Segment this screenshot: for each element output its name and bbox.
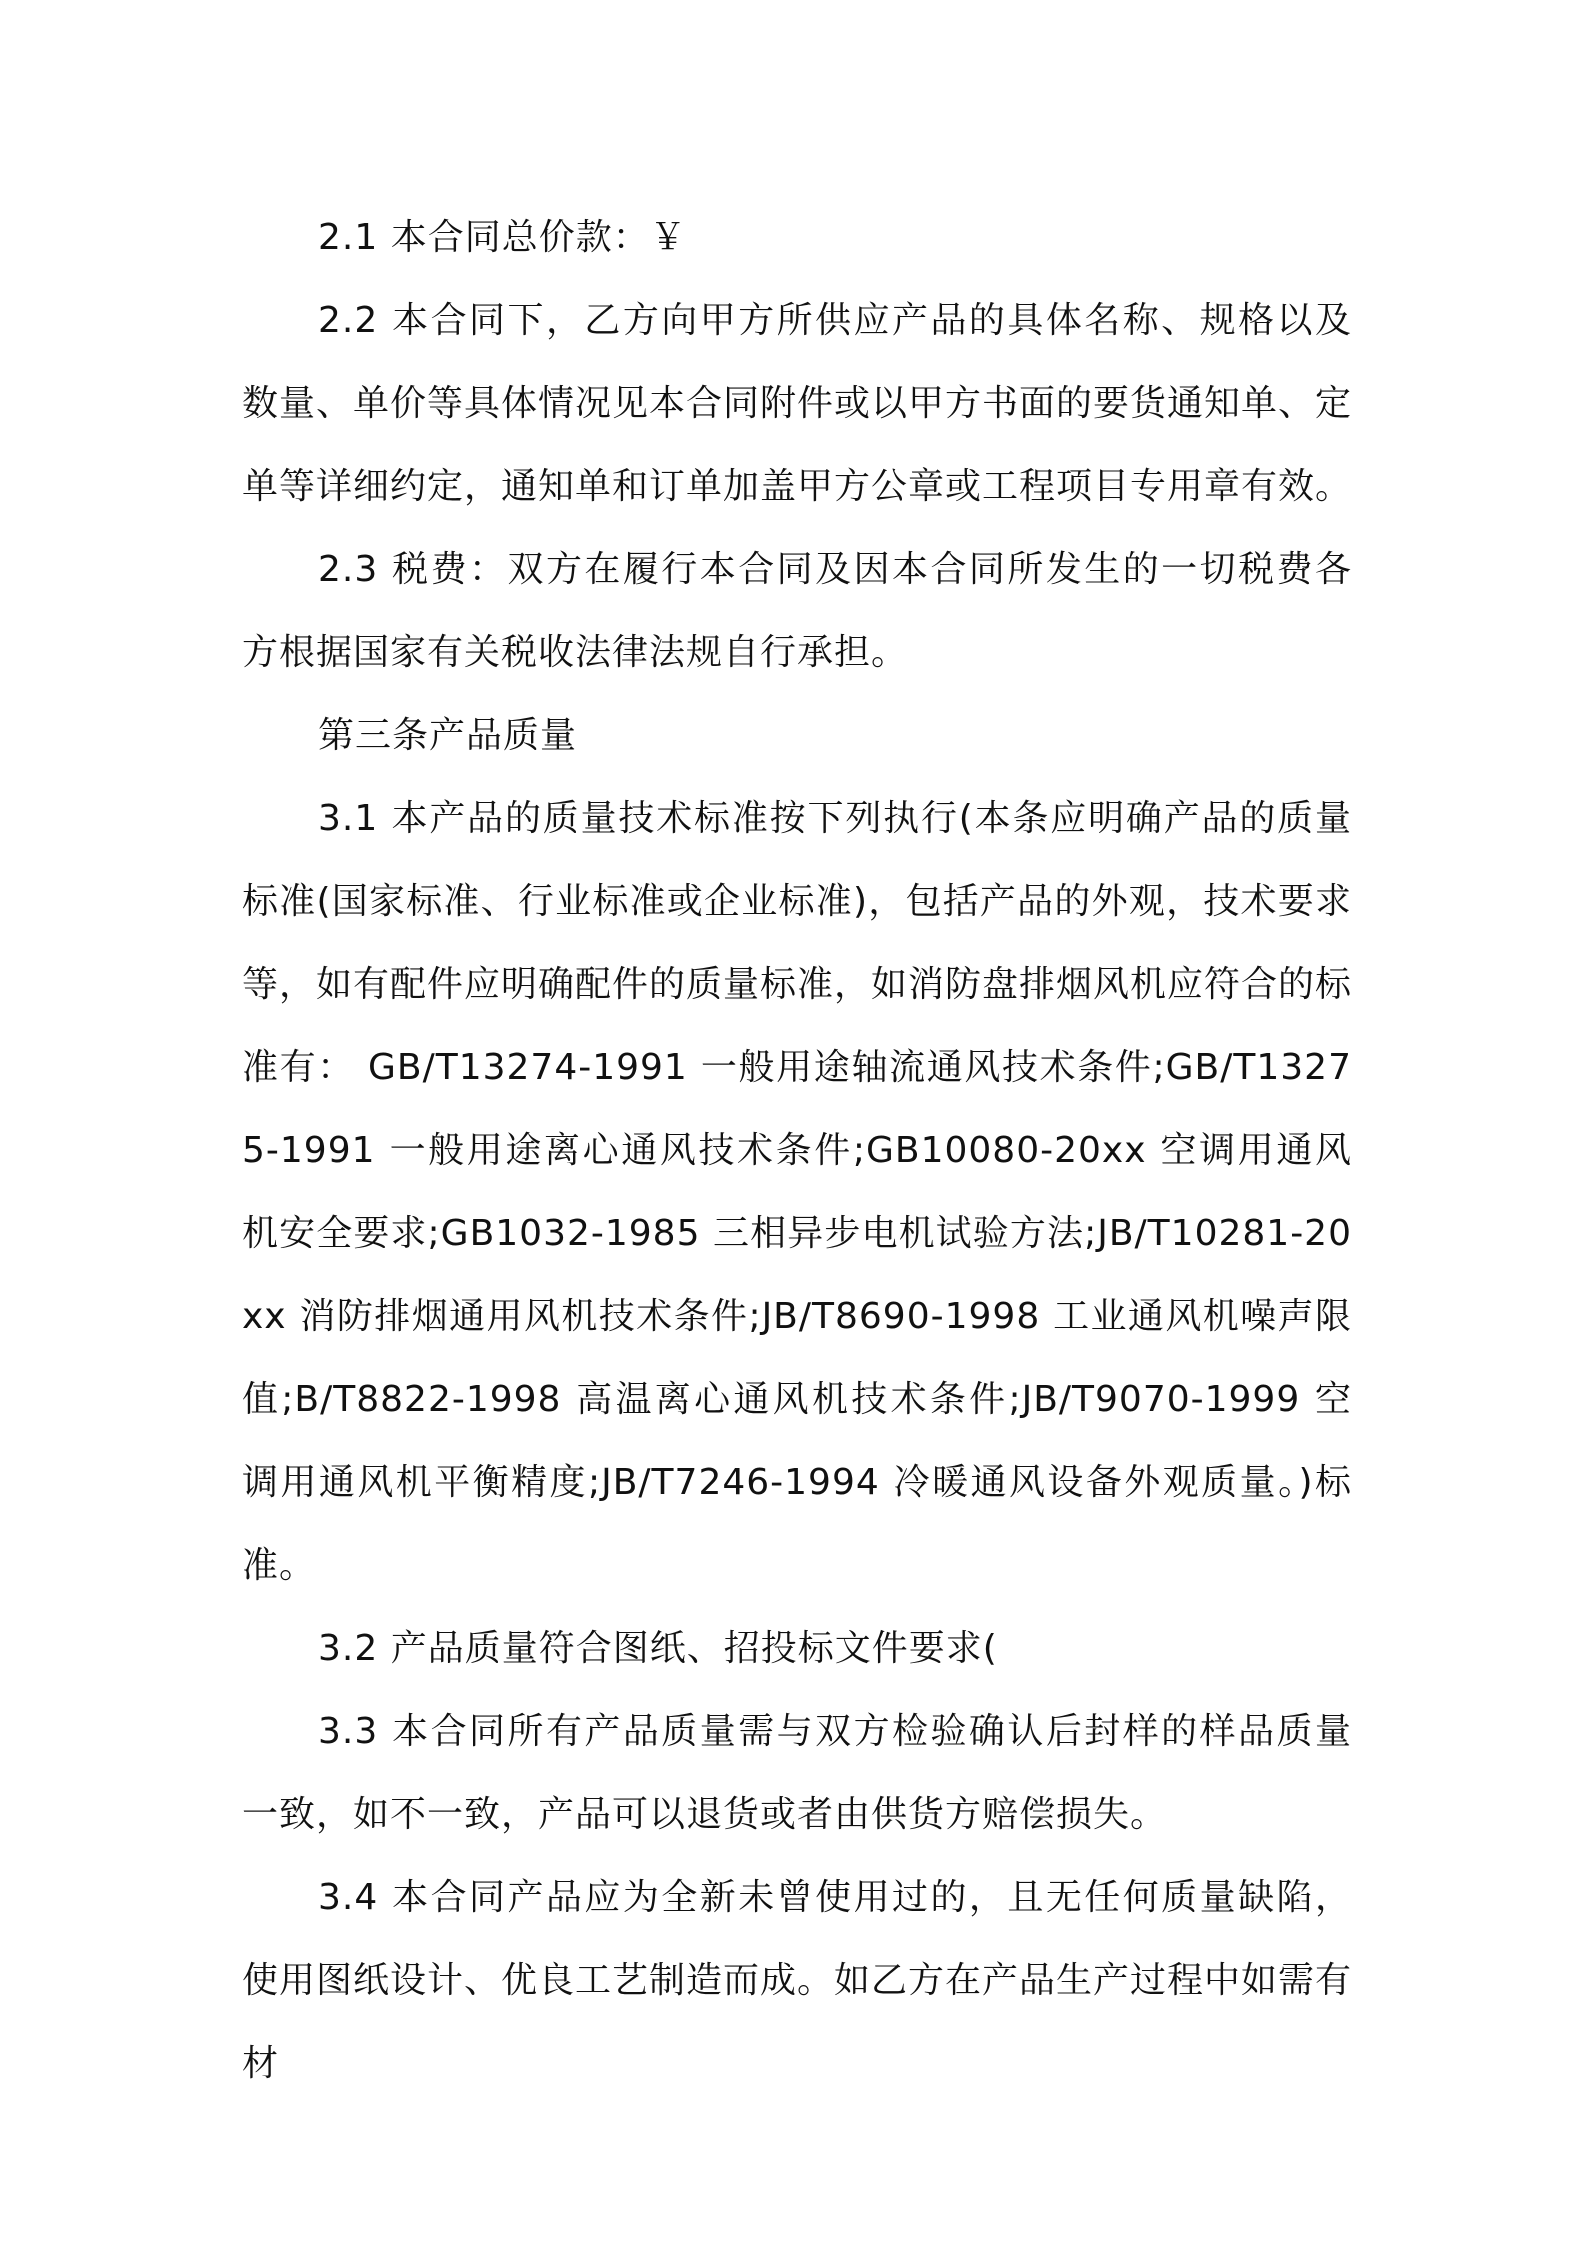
paragraph-3-2: 3.2 产品质量符合图纸、招投标文件要求( — [318, 1628, 998, 1669]
paragraph-2-2: 2.2 本合同下，乙方向甲方所供应产品的具体名称、规格以及数量、单价等具体情况见本合同附件或以甲方书面的要货通知单、定单等详细约定，通知单和订单加盖甲方公章或工程项目专用章有效。 — [242, 300, 1353, 507]
paragraph-2-1: 2.1 本合同总价款：￥ — [318, 217, 687, 258]
paragraph-3-4: 3.4 本合同产品应为全新未曾使用过的，且无任何质量缺陷，使用图纸设计、优良工艺制造而成。如乙方在产品生产过程中如需有材 — [242, 1877, 1353, 2084]
paragraph-3-1: 3.1 本产品的质量技术标准按下列执行(本条应明确产品的质量标准(国家标准、行业标准或企业标准)，包括产品的外观，技术要求等，如有配件应明确配件的质量标准，如消防盘排烟风机应符合的标准有： GB/T13274-1991 一般用途轴流通风技术条件;GB/T13275-1991 一般用途离心通风技术条件;GB10080-20xx 空调用通风机安全要求;GB1032-1985 三相异步电机试验方法;JB/T10281-20xx 消防排烟通用风机技术条件;JB/T8690-1998 工业通风机噪声限值;B/T8822-1998 高温离心通风机技术条件;JB/T9070-1999 空调用通风机平衡精度;JB/T7246-1994 冷暖通风设备外观质量。)标准。 — [242, 798, 1353, 1586]
document-body — [242, 196, 1352, 2105]
section-heading-article-3: 第三条产品质量 — [318, 715, 578, 756]
paragraph-3-3: 3.3 本合同所有产品质量需与双方检验确认后封样的样品质量一致，如不一致，产品可以退货或者由供货方赔偿损失。 — [242, 1711, 1352, 1835]
paragraph-2-3: 2.3 税费：双方在履行本合同及因本合同所发生的一切税费各方根据国家有关税收法律法规自行承担。 — [242, 549, 1352, 673]
